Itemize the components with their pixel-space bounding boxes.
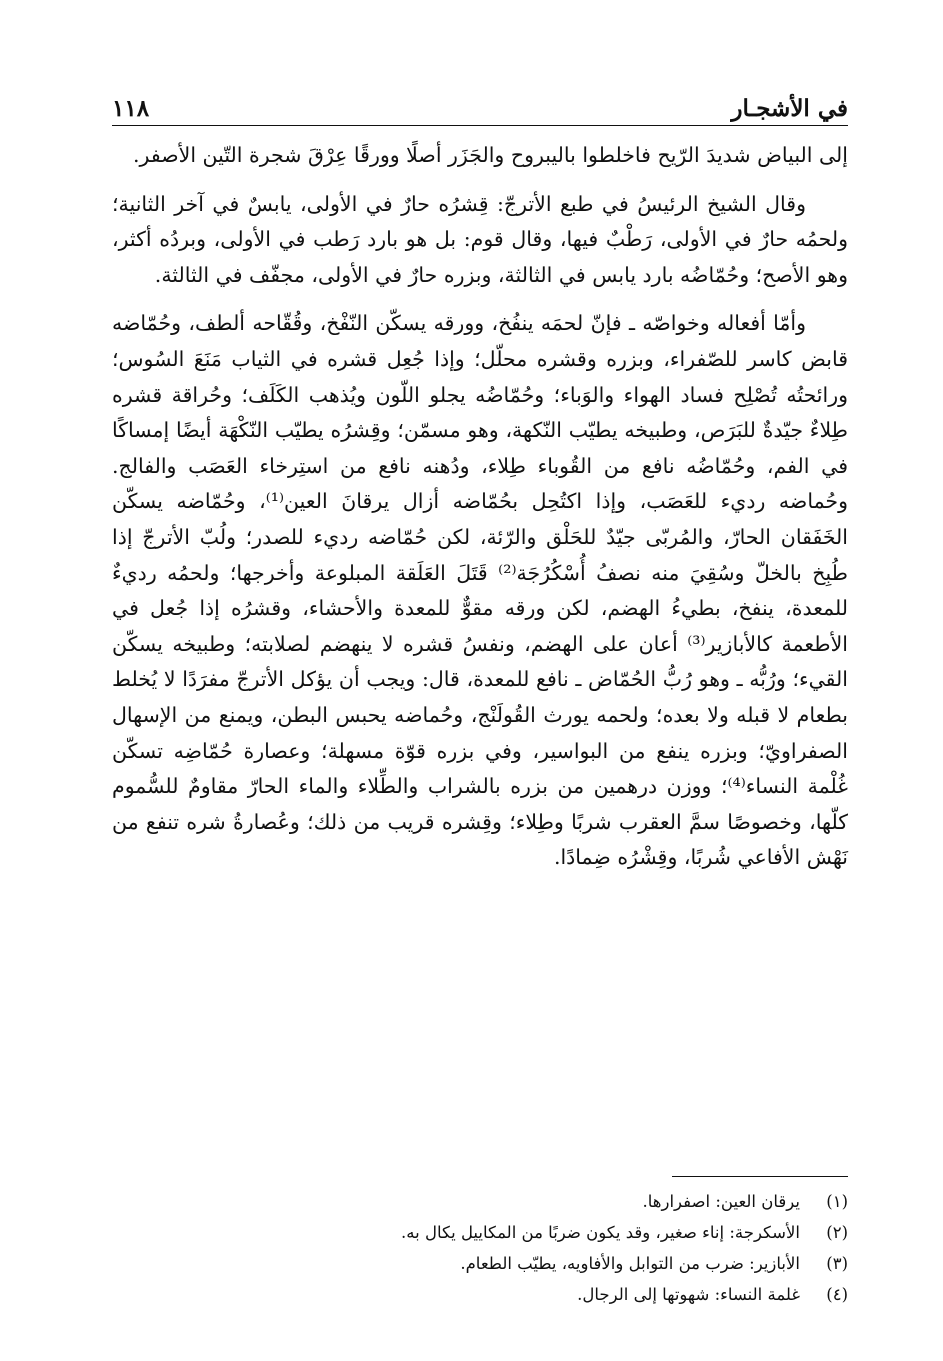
running-title: في الأشجـار [731,95,848,122]
footnote-number: (٣) [826,1254,848,1273]
footnote-text: غلمة النساء: شهوتها إلى الرجال. [577,1285,800,1304]
footnote-number: (٤) [826,1285,848,1304]
page-number: ١١٨ [112,95,150,122]
footnote-3 [200,1248,848,1279]
footnotes [200,1186,848,1310]
paragraph-1: إلى البياض شديدَ الرّيح فاخلطوا باليبروح والجَزَر أصلًا وورقًا عِرْقَ شجرة التّين الأصفر. [133,143,848,167]
footnote-number: (١) [826,1192,848,1211]
footnote-text: الأبازير: ضرب من التوابل والأفاويه، يطيّب الطعام. [460,1254,800,1273]
footnote-2 [200,1217,848,1248]
footnote-text: يرقان العين: اصفرارها. [642,1192,800,1211]
footnote-text: الأسكرجة: إناء صغير، وقد يكون ضربًا من المكاييل يكال به. [401,1223,800,1242]
footnote-1 [200,1186,848,1217]
paragraph-2: وقال الشيخ الرئيسُ في طبع الأترجّ: قِشرُه حارٌ في الأولى، يابسٌ في آخر الثانية؛ ولحمُه حارٌ في الأولى، رَطْبٌ فيها، وقال قوم: بل هو بارد رَطب في الأولى، وبردُه أكثر، وهو الأصح؛ وحُمّاضُه بارد يابس في الثالثة، وبزره حارٌ في الأولى، مجفّف في الثالثة. [112,191,848,287]
page-header [112,84,848,124]
header-rule [112,125,848,126]
paragraph-3: وأمّا أفعاله وخواصّه ـ فإنّ لحمَه ينفُخ، وورقه يسكّن النّفْخ، وقُقّاحه ألطف، وحُمّاضه قابض كاسر للصّفراء، وبزره وقشره محلّل؛ وإذا جُعِل قشره في الثياب مَنَعَ السُوس؛ ورائحتُه تُصْلِح فساد الهواء والوَباء؛ وحُمّاضُه يجلو اللّون ويُذهب الكَلَف؛ وحُراقة قشره طِلاءٌ جيّدةٌ للبَرَص، وطبيخه يطيّب النّكهة، وهو مسمّن؛ وقِشرُه يطيّب النّكْهَة أيضًا إمساكًا في الفم، وحُمّاضُه نافع من القُوباء طِلاء، ودُهنه نافع من استِرخاء العَصَب والفالج. وحُماضه رديء للعَصَب، وإذا اكتُحِل بحُمّاضه أزال يرقانَ العين⁽¹⁾، وحُمّاضه يسكّن الخَفَقان الحارّ، والمُربّى جيّدٌ للحَلْق والرّئة، لكن حُمّاضه رديء للصدر؛ ولُبّ الأترجّ إذا طُبِخ بالخلّ وسُقِيَ منه نصفُ أُسْكُرُجَة⁽²⁾ قَتَلَ العَلَقة المبلوعة وأخرجها؛ ولحمُه رديءٌ للمعدة، ينفخ، بطيءُ الهضم، لكن ورقه مقوٌّ للمعدة والأحشاء، وقشرُه إذا جُعل في الأطعمة كالأبازير⁽³⁾ أعان على الهضم، ونفسُ قشره لا ينهضم لصلابته؛ وطبيخه يسكّن القيء؛ ورُبُّه ـ وهو رُبُّ الحُمّاض ـ نافع للمعدة، قال: ويجب أن يؤكل الأترجّ مفرَدًا لا يُخلط بطعام لا قبله ولا بعده؛ ولحمه يورث القُولَنْج، وحُماضه يحبس البطن، ويمنع من الإسهال الصفراويّ؛ وبزره ينفع من البواسير، وفي بزره قوّة مسهلة؛ وعصارة حُمّاضِه تسكّن غُلْمة النساء⁽⁴⁾؛ ووزن درهمين من بزره بالشراب والطِّلاء والماء الحارّ مقاومٌ للسُّموم كلّها، وخصوصًا سمَّ العقرب شربًا وطِلاء؛ وقِشره قريب من ذلك؛ وعُصارةُ شره تنفع من نَهْش الأفاعي شُربًا، وقِشْرُه ضِمادًا. [112,311,848,870]
footnote-number: (٢) [826,1223,848,1242]
footnote-4 [200,1279,848,1310]
footnote-rule [672,1176,848,1177]
body-text [112,138,848,889]
